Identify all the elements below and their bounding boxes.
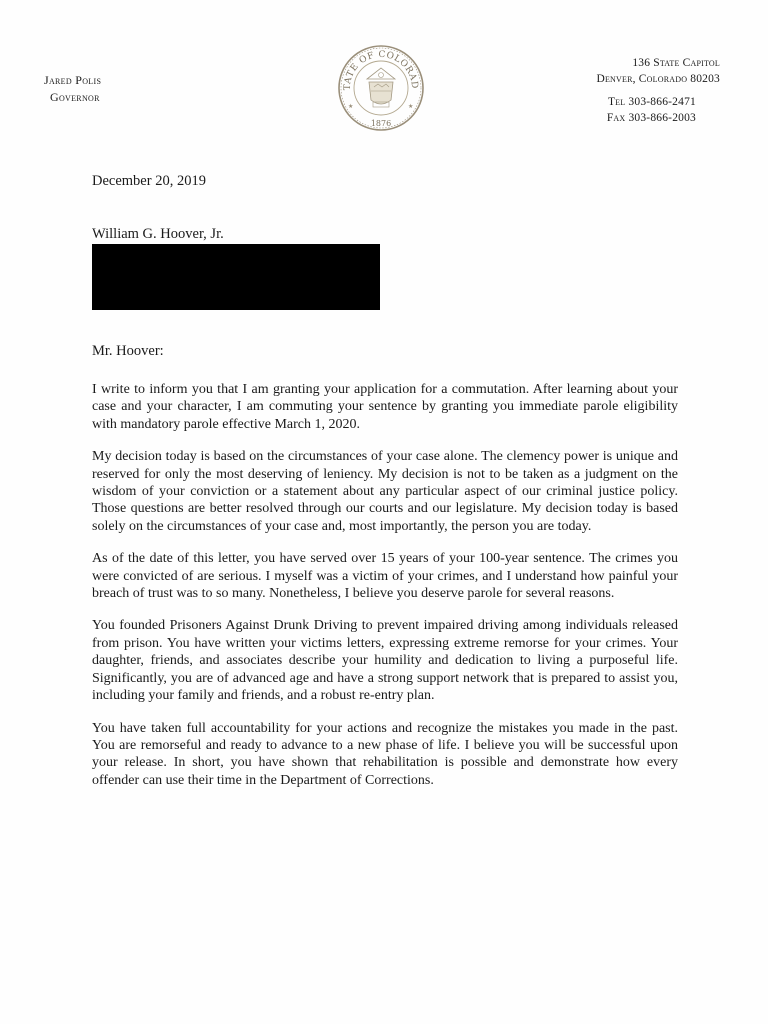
- letter-date: December 20, 2019: [92, 173, 206, 189]
- address-block: [596, 55, 720, 126]
- svg-text:1876: 1876: [370, 119, 392, 128]
- phone-number: Tel 303-866-2471: [607, 96, 696, 108]
- letter-body: [92, 381, 678, 804]
- paragraph: My decision today is based on the circumstances of your case alone. The clemency power is unique and reserved for only the most deserving of leniency. My decision is not to be taken as a judgment on the wisdom of your conviction or a statement about any particular aspect of our criminal justice policy. Those questions are better resolved through our courts and our legislature. My decision today is based solely on the circumstances of your case and, most importantly, the person you are today.: [92, 449, 678, 534]
- state-seal-icon: [336, 42, 426, 134]
- salutation: Mr. Hoover:: [92, 343, 164, 359]
- paragraph: You have taken full accountability for your actions and recognize the mistakes you made in the past. You are remorseful and ready to advance to a new phase of life. I believe you will be successful upon your release. In short, you have shown that rehabilitation is possible and demonstrate how every offender can use their time in the Department of Corrections.: [92, 720, 678, 788]
- paragraph: I write to inform you that I am granting your application for a commutation. After learning about your case and your character, I am commuting your sentence by granting you immediate parole eligibility with mandatory parole effective March 1, 2020.: [92, 382, 678, 432]
- paragraph: As of the date of this letter, you have served over 15 years of your 100-year sentence. The crimes you were convicted of are serious. I myself was a victim of your crimes, and I understand how painful your breach of trust was to so many. Nonetheless, I believe you deserve parole for several reasons.: [92, 551, 678, 602]
- redacted-address: [92, 244, 380, 310]
- address-line-1: 136 State Capitol: [632, 57, 720, 69]
- fax-number: Fax 303-866-2003: [606, 112, 696, 124]
- recipient-name: William G. Hoover, Jr.: [92, 226, 224, 242]
- svg-text:★: ★: [408, 104, 414, 110]
- sender-title: Governor: [50, 90, 100, 104]
- svg-text:STATE OF COLORADO: TATE OF COLORAD: [342, 49, 420, 91]
- sender-name: Jared Polis: [44, 73, 102, 87]
- paragraph: You founded Prisoners Against Drunk Driving to prevent impaired driving among individuals released from prison. You have written your victims letters, expressing extreme remorse for your crimes. Your daughter, friends, and associates describe your humility and dedication to living a purposeful life. Significantly, you are of advanced age and have a strong support network that is prepared to assist you, including your family and friends, and a robust re-entry plan.: [92, 618, 678, 704]
- sender-block: [44, 72, 101, 106]
- state-seal: [336, 42, 426, 134]
- address-line-2: Denver, Colorado 80203: [596, 73, 720, 85]
- svg-text:★: ★: [348, 104, 354, 110]
